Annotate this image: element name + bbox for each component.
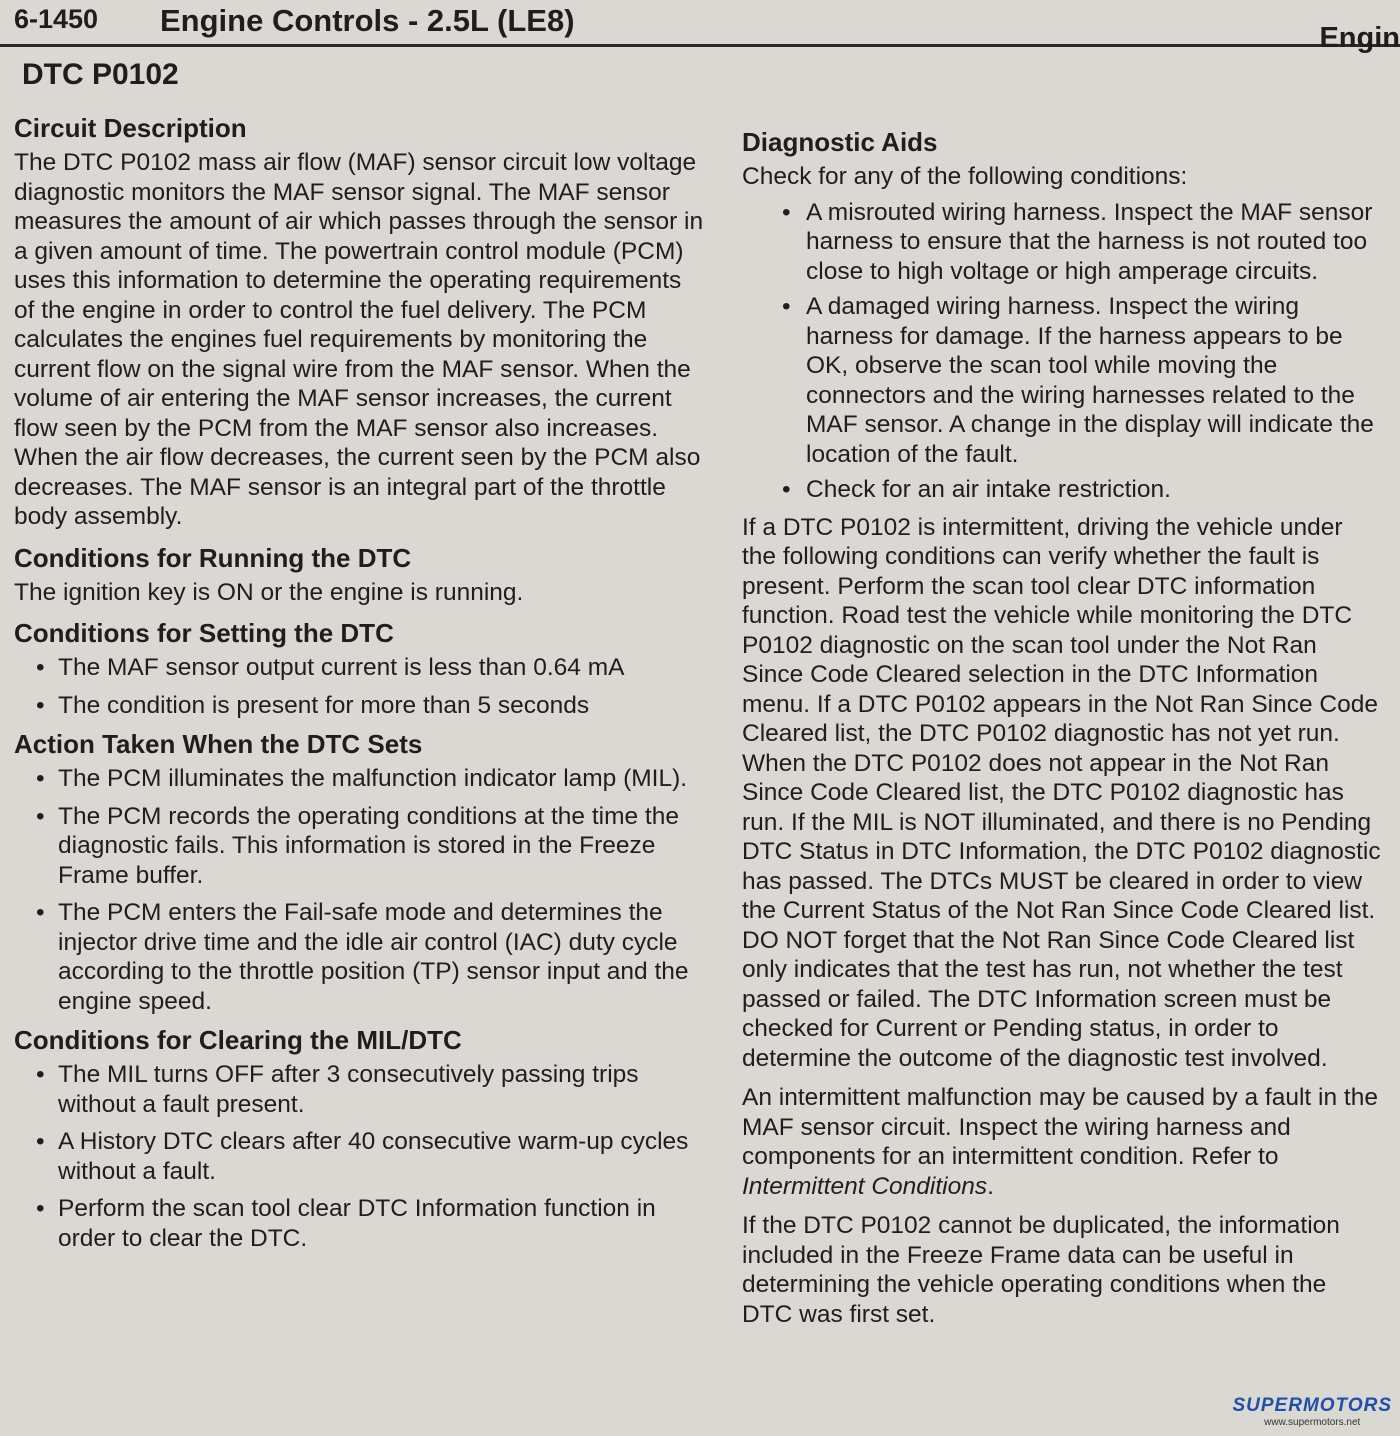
circuit-description-section (14, 112, 704, 532)
intermittent-paragraph: If a DTC P0102 is intermittent, driving the vehicle under the following conditions can verify whether the fault is present. Perform the scan tool clear DTC information function. Road test the vehicle while monitoring the DTC P0102 diagnostic on the scan tool under the Not Ran Since Code Cleared selection in the DTC Information menu. If a DTC P0102 appears in the Not Ran Since Code Cleared list, the DTC P0102 diagnostic has not yet run. When the DTC P0102 does not appear in the Not Ran Since Code Cleared list, the DTC P0102 diagnostic has run. If the MIL is NOT illuminated, and there is no Pending DTC Status in DTC Information, the DTC P0102 diagnostic has passed. The DTCs MUST be cleared in order to view the Current Status of the Not Ran Since Code Cleared list. DO NOT forget that the Not Ran Since Code Cleared list only indicates that the test has run, not whether the test passed or failed. The DTC Information screen must be checked for Current or Pending status, in order to determine the outcome of the diagnostic test involved. (742, 513, 1381, 1072)
dtc-title: DTC P0102 (22, 58, 179, 91)
conditions-setting-heading: Conditions for Setting the DTC (14, 618, 394, 648)
list-item: • A History DTC clears after 40 consecutive warm-up cycles without a fault. (14, 1127, 704, 1186)
conditions-running-text: The ignition key is ON or the engine is running. (14, 578, 524, 606)
page-header (0, 0, 1400, 54)
intermittent-malfunction-end: . (987, 1172, 994, 1200)
conditions-clearing-section (14, 1024, 704, 1253)
diagnostic-aids-section (742, 126, 1382, 1329)
list-item: • Perform the scan tool clear DTC Information function in order to clear the DTC. (14, 1194, 704, 1253)
left-column (14, 112, 704, 1261)
action-taken-heading: Action Taken When the DTC Sets (14, 729, 423, 759)
conditions-running-section (14, 542, 704, 608)
list-item: • The MIL turns OFF after 3 consecutively passing trips without a fault present. (14, 1060, 704, 1119)
list-item: • The PCM enters the Fail-safe mode and determines the injector drive time and the idle air control (IAC) duty cycle according to the throttle position (TP) sensor input and the engine speed. (14, 898, 704, 1016)
list-item: • Check for an air intake restriction. (742, 475, 1382, 505)
intermittent-conditions-reference: Intermittent Conditions (742, 1172, 988, 1200)
action-taken-list (14, 764, 704, 1016)
diagnostic-aids-intro: Check for any of the following conditions: (742, 163, 1188, 190)
list-item: • A misrouted wiring harness. Inspect the MAF sensor harness to ensure that the harness is not routed too close to high voltage or high amperage circuits. (742, 198, 1382, 287)
diagnostic-aids-list (742, 198, 1382, 505)
list-item: • The PCM illuminates the malfunction indicator lamp (MIL). (14, 764, 704, 794)
list-item: • A damaged wiring harness. Inspect the wiring harness for damage. If the harness appears to be OK, observe the scan tool while moving the connectors and the wiring harnesses related to the MAF sensor. A change in the display will indicate the location of the fault. (742, 292, 1382, 469)
right-column (742, 126, 1382, 1339)
page-number: 6-1450 (14, 4, 99, 34)
diagnostic-aids-heading: Diagnostic Aids (742, 127, 938, 157)
header-title: Engine Controls - 2.5L (LE8) (160, 3, 575, 38)
conditions-setting-list (14, 653, 704, 720)
circuit-description-heading: Circuit Description (14, 113, 247, 143)
intermittent-malfunction-text: An intermittent malfunction may be caused by a fault in the MAF sensor circuit. Inspect the wiring harness and components for an intermittent condition. Refer to (742, 1084, 1378, 1170)
watermark-url: www.supermotors.net (1264, 1417, 1361, 1428)
intermittent-malfunction-paragraph (742, 1083, 1382, 1201)
circuit-description-text: The DTC P0102 mass air flow (MAF) sensor circuit low voltage diagnostic monitors the MAF sensor signal. The MAF sensor measures the amount of air which passes through the sensor in a given amount of time. The powertrain control module (PCM) uses this information to determine the operating requirements of the engine in order to control the fuel delivery. The PCM calculates the engines fuel requirements by monitoring the current flow on the signal wire from the MAF sensor. When the volume of air entering the MAF sensor increases, the current flow seen by the PCM from the MAF sensor also increases. When the air flow decreases, the current seen by the PCM also decreases. The MAF sensor is an integral part of the throttle body assembly. (14, 149, 704, 530)
list-item: • The PCM records the operating conditions at the time the diagnostic fails. This information is stored in the Freeze Frame buffer. (14, 802, 704, 891)
conditions-setting-section (14, 617, 704, 720)
list-item: • The MAF sensor output current is less than 0.64 mA (14, 653, 704, 683)
header-right-label: Engin (1319, 22, 1400, 54)
list-item: • The condition is present for more than 5 seconds (14, 691, 704, 721)
conditions-clearing-heading: Conditions for Clearing the MIL/DTC (14, 1025, 462, 1055)
watermark-logo (1232, 1395, 1392, 1428)
freeze-frame-paragraph: If the DTC P0102 cannot be duplicated, the information included in the Freeze Frame data can be useful in determining the vehicle operating conditions when the DTC was first set. (742, 1212, 1340, 1328)
conditions-running-heading: Conditions for Running the DTC (14, 542, 412, 573)
conditions-clearing-list (14, 1060, 704, 1253)
action-taken-section (14, 728, 704, 1016)
watermark-brand: SUPERMOTORS (1232, 1395, 1392, 1416)
